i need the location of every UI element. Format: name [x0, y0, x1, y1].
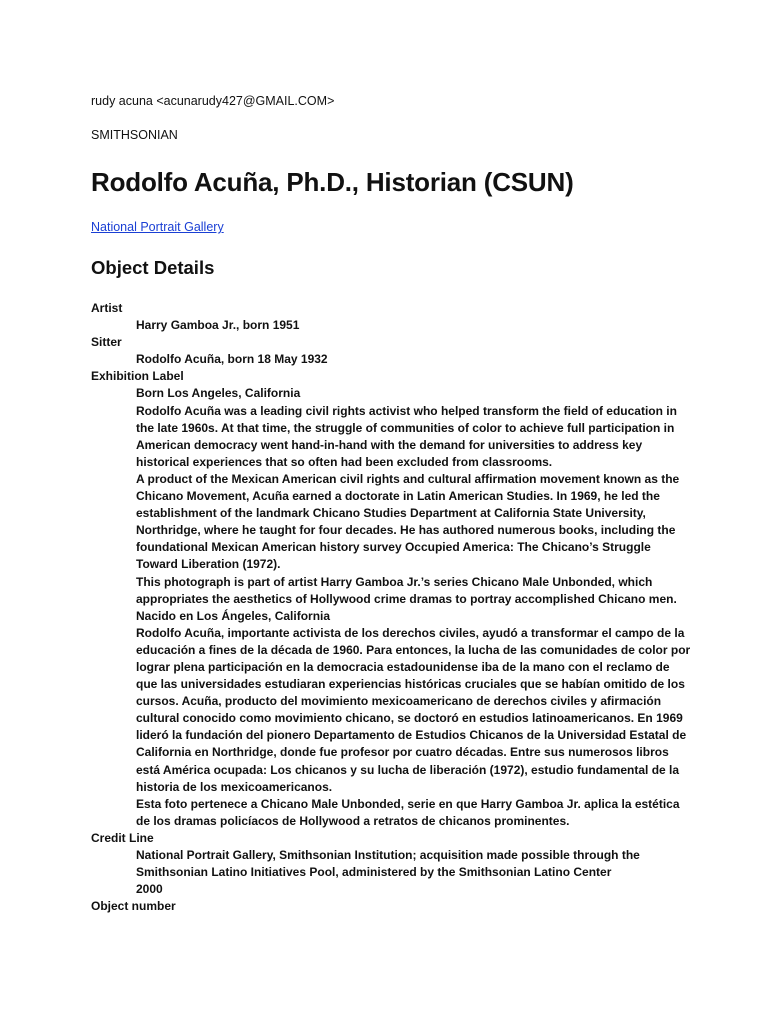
- credit-line-text: [136, 847, 691, 898]
- artist-value: Harry Gamboa Jr., born 1951: [136, 318, 300, 333]
- exhibition-paragraph: Esta foto pertenece a Chicano Male Unbonded, serie en que Harry Gamboa Jr. aplica la estética de los dramas policíacos de Hollywood a retratos de chicanos prominentes.: [136, 796, 680, 828]
- exhibition-paragraph: Born Los Angeles, California: [136, 386, 301, 401]
- exhibition-label-text: [136, 385, 691, 829]
- exhibition-paragraph: Rodolfo Acuña, importante activista de los derechos civiles, ayudó a transformar el campo de la educación a fines de la década de 1960. Para entonces, la lucha de las comunidades de color por lograr plena participación en la democracia estadounidense iba de la mano con el reclamo de que las universidades estudiaran experiencias históricas cruciales que se habían omitido de los cursos. Acuña, producto del movimiento mexicoamericano de derechos civiles y afirmación cultural conocido como movimiento chicano, se doctoró en estudios latinoamericanos. En 1969 lideró la fundación del pionero Departamento de Estudios Chicanos de la Universidad Estatal de California en Northridge, donde fue profesor por cuatro décadas. Entre sus numerosos libros está América ocupada: Los chicanos y su lucha de liberación (1972), estudio fundamental de la historia de los mexicoamericanos.: [136, 625, 691, 794]
- sitter-label: Sitter: [91, 335, 122, 350]
- sitter-value: Rodolfo Acuña, born 18 May 1932: [136, 352, 328, 367]
- credit-line-paragraph: National Portrait Gallery, Smithsonian Institution; acquisition made possible through the Smithsonian Latino Initiatives Pool, administered by the Smithsonian Latino Center: [136, 848, 640, 880]
- email-header: rudy acuna <acunarudy427@GMAIL.COM>: [91, 94, 335, 108]
- artist-label: Artist: [91, 301, 123, 315]
- page-title: Rodolfo Acuña, Ph.D., Historian (CSUN): [91, 167, 574, 197]
- object-number-label: Object number: [91, 899, 176, 914]
- object-details-list: [91, 300, 691, 915]
- credit-line-year: 2000: [136, 882, 163, 897]
- exhibition-paragraph: This photograph is part of artist Harry Gamboa Jr.’s series Chicano Male Unbonded, which appropriates the aesthetics of Hollywood crime dramas to portray accomplished Chicano men.: [136, 574, 677, 606]
- museum-link[interactable]: National Portrait Gallery: [91, 220, 224, 234]
- source-label: SMITHSONIAN: [91, 128, 178, 142]
- section-heading: Object Details: [91, 257, 215, 278]
- credit-line-label: Credit Line: [91, 830, 154, 845]
- exhibition-paragraph: Rodolfo Acuña was a leading civil rights activist who helped transform the field of education in the late 1960s. At that time, the struggle of communities of color to achieve full participation in American democracy went hand-in-hand with the demand for universities to address key historical experiences that so often had been excluded from classrooms.: [136, 403, 677, 469]
- exhibition-label-label: Exhibition Label: [91, 369, 184, 384]
- exhibition-paragraph: A product of the Mexican American civil rights and cultural affirmation movement known as the Chicano Movement, Acuña earned a doctorate in Latin American Studies. In 1969, he led the establishment of the landmark Chicano Studies Department at California State University, Northridge, where he taught for four decades. He has authored numerous books, including the foundational Mexican American history survey Occupied America: The Chicano’s Struggle Toward Liberation (1972).: [136, 471, 680, 572]
- exhibition-paragraph: Nacido en Los Ángeles, California: [136, 608, 331, 623]
